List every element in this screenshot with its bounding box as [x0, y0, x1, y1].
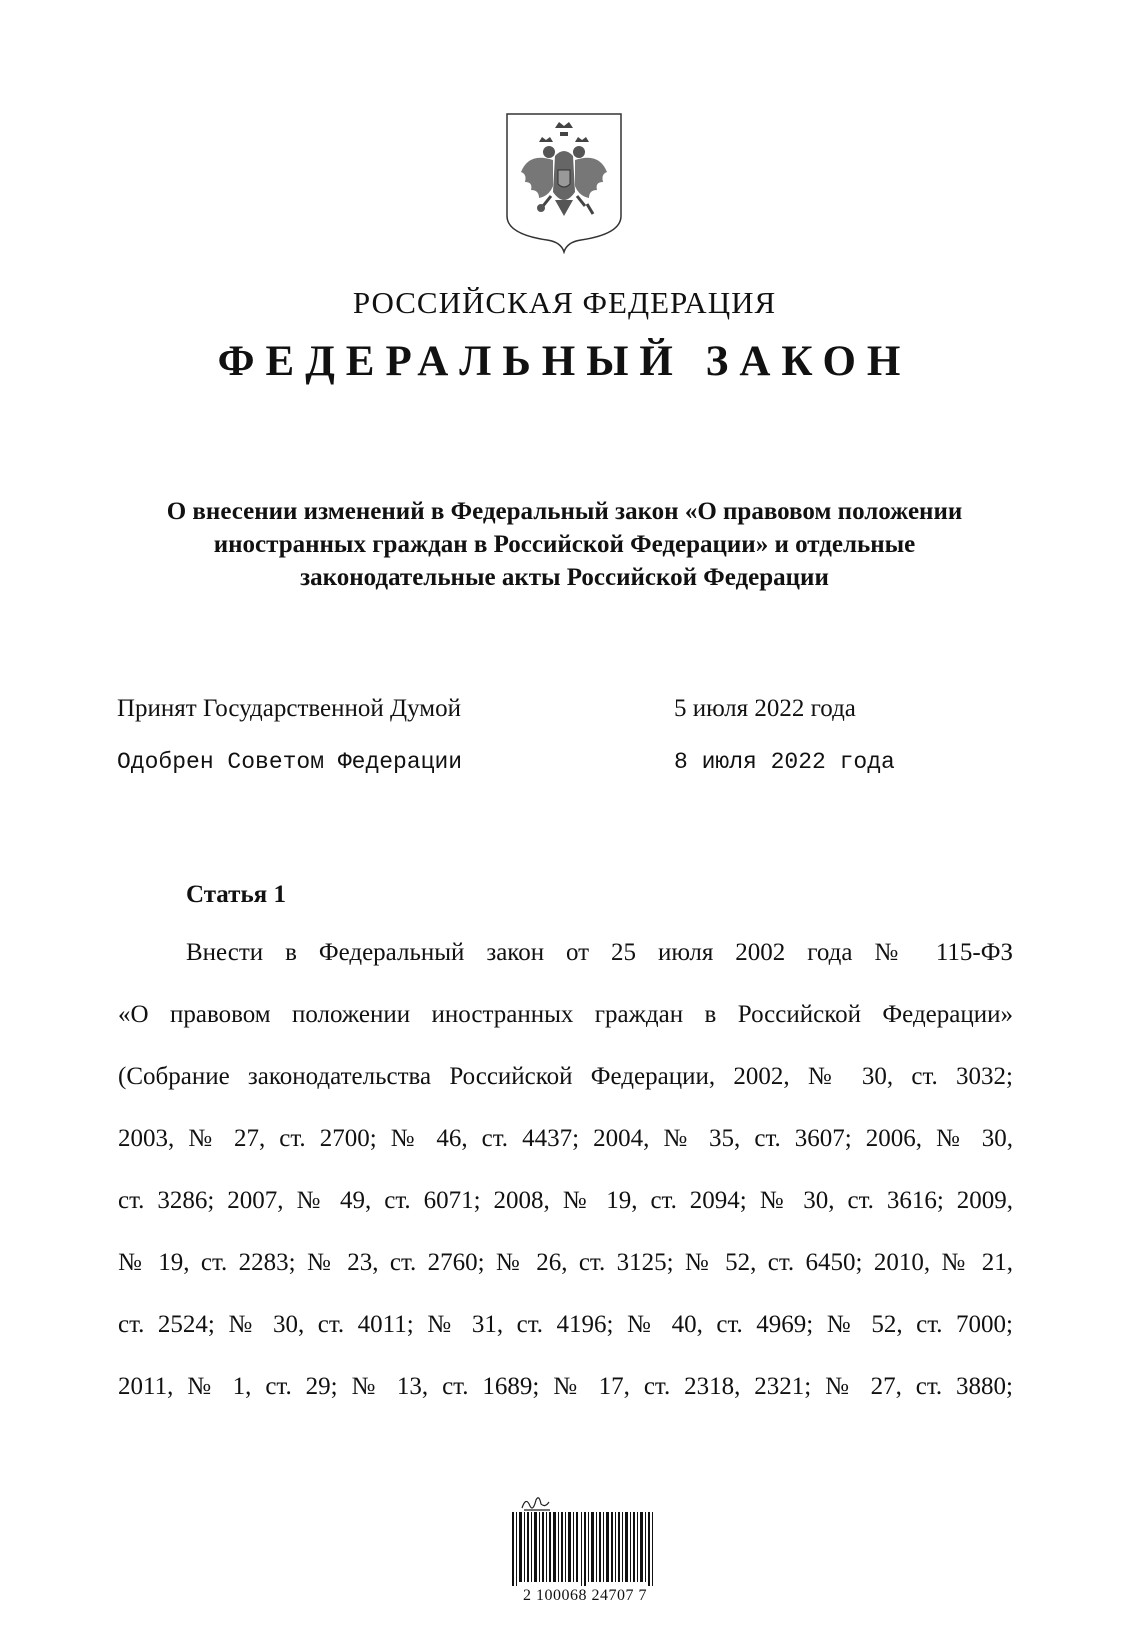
- barcode-number: 2 100068 24707 7: [523, 1587, 647, 1604]
- adoption-label: Принят Государственной Думой: [117, 695, 461, 722]
- law-title-line: иностранных граждан в Российской Федерации» и отдельные: [213, 531, 916, 558]
- barcode-icon: [510, 1512, 660, 1586]
- article-text-line: 2011, № 1, ст. 29; № 13, ст. 1689; № 17, ст. 2318, 2321; № 27, ст. 3880;: [118, 1373, 1013, 1400]
- coat-of-arms-icon: [505, 112, 623, 254]
- article-text-line: ст. 3286; 2007, № 49, ст. 6071; 2008, № 19, ст. 2094; № 30, ст. 3616; 2009,: [118, 1187, 1013, 1214]
- adoption-row-council: [117, 745, 1017, 779]
- article-text-line: «О правовом положении иностранных граждан в Российской Федерации»: [118, 1001, 1013, 1028]
- coat-of-arms-emblem: [505, 112, 623, 254]
- article-text-line: № 19, ст. 2283; № 23, ст. 2760; № 26, ст. 3125; № 52, ст. 6450; 2010, № 21,: [118, 1249, 1013, 1276]
- barcode: [510, 1490, 660, 1615]
- law-title-line: законодательные акты Российской Федерации: [300, 564, 829, 591]
- document-type: ФЕДЕРАЛЬНЫЙ ЗАКОН: [217, 338, 912, 385]
- article-text-line: Внести в Федеральный закон от 25 июля 2002 года № 115-ФЗ: [186, 939, 1013, 966]
- adoption-date: 5 июля 2022 года: [674, 695, 856, 722]
- adoption-row-duma: [117, 692, 1017, 726]
- adoption-label: Одобрен Советом Федерации: [117, 749, 463, 775]
- signature-mark-icon: [510, 1490, 660, 1512]
- article-text-line: 2003, № 27, ст. 2700; № 46, ст. 4437; 2004, № 35, ст. 3607; 2006, № 30,: [118, 1125, 1013, 1152]
- article-text-line: (Собрание законодательства Российской Федерации, 2002, № 30, ст. 3032;: [118, 1063, 1013, 1090]
- article-text-line: ст. 2524; № 30, ст. 4011; № 31, ст. 4196; № 40, ст. 4969; № 52, ст. 7000;: [118, 1311, 1013, 1338]
- article-heading: Статья 1: [186, 881, 286, 908]
- country-name: РОССИЙСКАЯ ФЕДЕРАЦИЯ: [352, 285, 777, 320]
- adoption-date: 8 июля 2022 года: [674, 749, 895, 775]
- law-title: [0, 495, 1129, 594]
- law-title-line: О внесении изменений в Федеральный закон «О правовом положении: [166, 498, 963, 525]
